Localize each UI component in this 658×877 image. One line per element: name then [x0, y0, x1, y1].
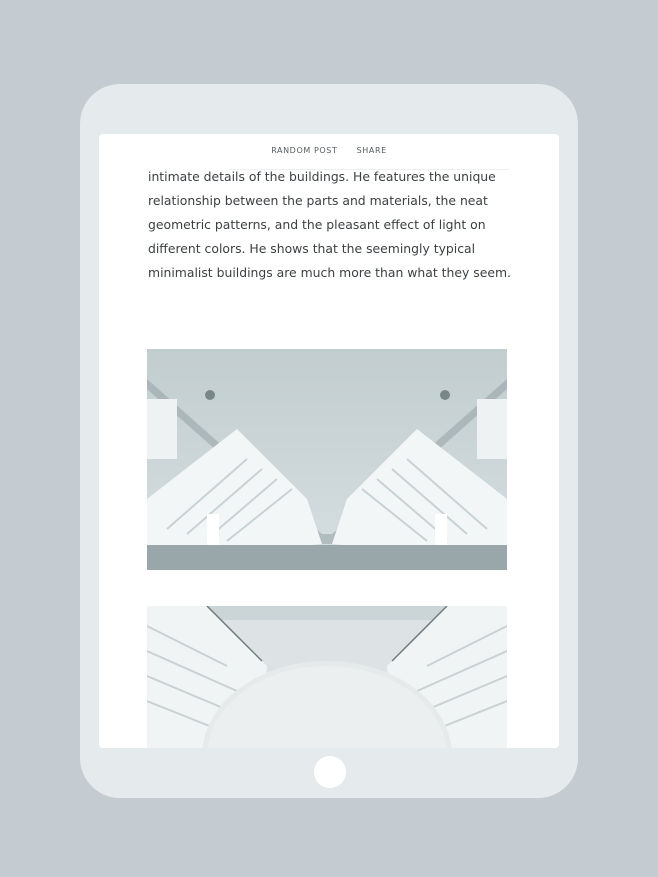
tablet-screen	[99, 134, 559, 748]
home-button-icon[interactable]	[314, 756, 346, 788]
share-link[interactable]: SHARE	[356, 146, 387, 155]
random-post-link[interactable]: RANDOM POST	[271, 146, 338, 155]
architecture-photo-2	[147, 606, 507, 748]
article-paragraph: intimate details of the buildings. He features the unique relationship between the parts and materials, the neat geometric patterns, and the pleasant effect of light on different colors. He shows that the seemingly typical minimalist buildings are much more than what they seem.	[148, 169, 511, 280]
architecture-photo-1	[147, 349, 507, 570]
tablet-frame	[80, 84, 578, 798]
